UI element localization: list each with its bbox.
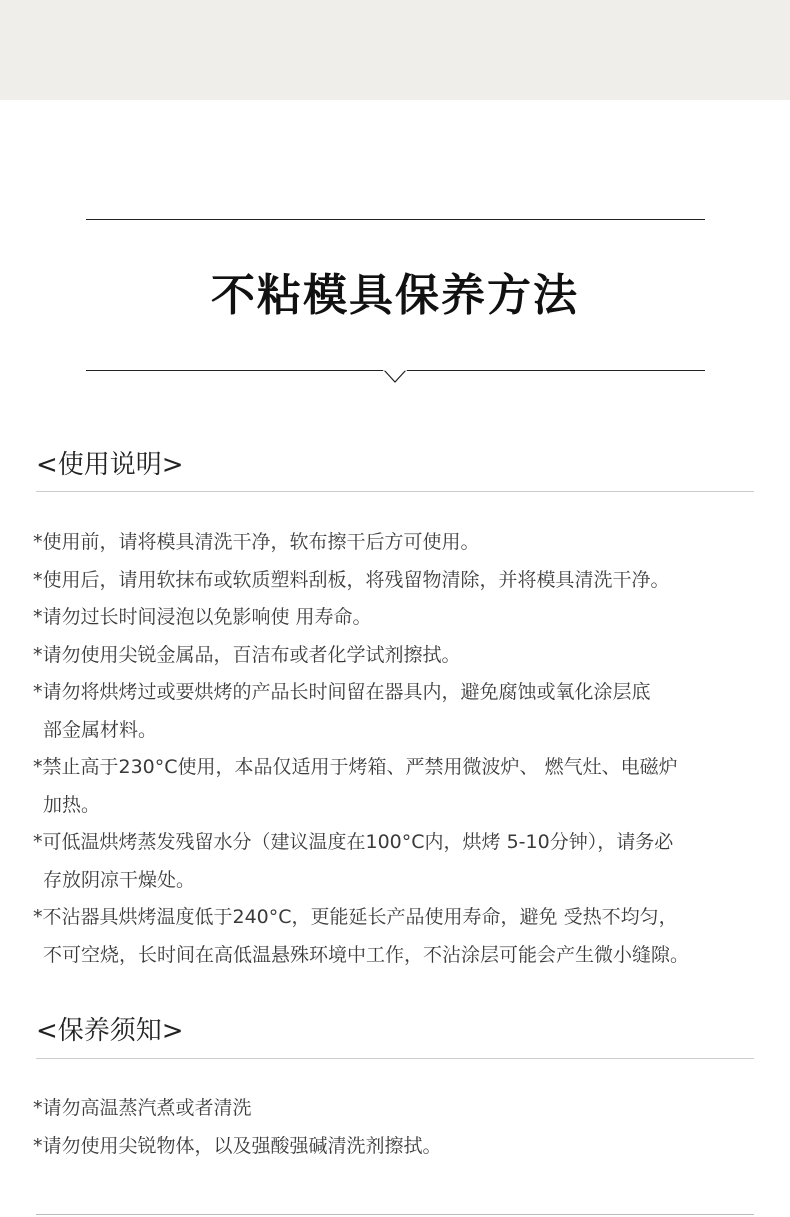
usage-item-text: *请勿将烘烤过或要烘烤的产品长时间留在器具内，避免腐蚀或氧化涂层底	[33, 681, 651, 703]
usage-item-text-continued: 加热。	[43, 793, 101, 816]
usage-item	[33, 674, 790, 749]
usage-item-text: *请勿过长时间浸泡以免影响使 用寿命。	[33, 606, 372, 628]
page-title: 不粘模具保养方法	[211, 270, 579, 321]
usage-item-text-continued: 存放阴凉干燥处。	[43, 868, 196, 891]
usage-item	[33, 824, 790, 899]
care-item	[33, 1090, 773, 1128]
usage-item-text: *可低温烘烤蒸发残留水分（建议温度在100°C内，烘烤 5-10分钟），请务必	[33, 831, 674, 853]
usage-item	[33, 524, 790, 562]
care-notes-list	[33, 1090, 773, 1165]
chevron-down-icon	[383, 362, 407, 386]
usage-instructions-list	[33, 524, 790, 974]
care-item	[33, 1128, 773, 1166]
usage-item-text: *使用后，请用软抹布或软质塑料刮板，将残留物清除，并将模具清洗干净。	[33, 568, 670, 591]
usage-item-text: *禁止高于230°C使用，本品仅适用于烤箱、严禁用微波炉、 燃气灶、电磁炉	[33, 756, 678, 778]
usage-item-text: *请勿使用尖锐金属品，百洁布或者化学试剂擦拭。	[33, 643, 461, 666]
top-banner-band	[0, 0, 790, 100]
usage-item-text-continued: 部金属材料。	[43, 718, 158, 741]
bottom-divider	[36, 1214, 754, 1215]
usage-item-text: *使用前，请将模具清洗干净，软布擦干后方可使用。	[33, 531, 480, 553]
usage-item	[33, 637, 790, 675]
care-item-text: *请勿使用尖锐物体，以及强酸强碱清洗剂擦拭。	[33, 1134, 442, 1157]
care-item-text: *请勿高温蒸汽煮或者清洗	[33, 1097, 252, 1119]
usage-item-text: *不沾器具烘烤温度低于240°C，更能延长产品使用寿命，避免 受热不均匀，	[33, 906, 678, 928]
usage-item	[33, 599, 790, 637]
usage-section-divider	[36, 491, 754, 492]
care-section-divider	[36, 1058, 754, 1059]
usage-section-heading: <使用说明>	[36, 450, 184, 480]
usage-item	[33, 899, 790, 974]
usage-item	[33, 562, 790, 600]
title-top-rule	[86, 219, 705, 220]
care-section-heading: <保养须知>	[36, 1016, 184, 1046]
usage-item-text-continued: 不可空烧，长时间在高低温悬殊环境中工作，不沾涂层可能会产生微小缝隙。	[43, 943, 690, 966]
usage-item	[33, 749, 790, 824]
